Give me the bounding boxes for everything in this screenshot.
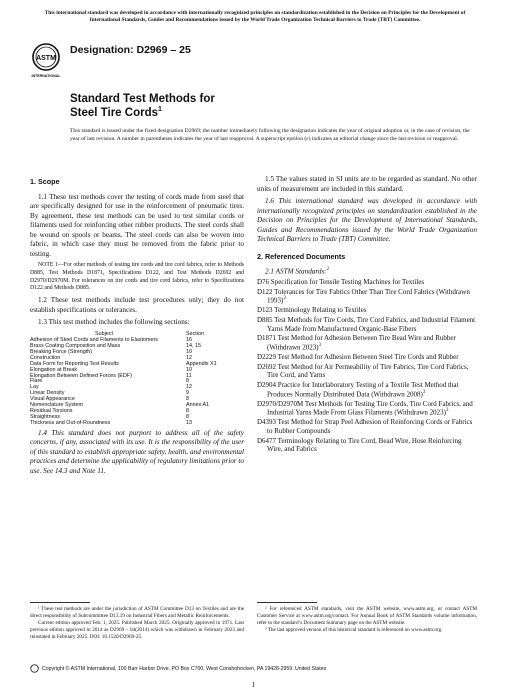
- referenced-document: D122 Tolerances for Tire Fabrics Other Than Tire Cord Fabrics (Withdrawn 1993)$^3$: [257, 287, 470, 305]
- referenced-documents-heading: 2. Referenced Documents: [257, 251, 346, 261]
- section-number: 13: [186, 420, 192, 426]
- referenced-documents-list: [257, 278, 477, 454]
- scope-1-5: 1.5 The values stated in SI units are to be regarded as standard. No other units of measurement are included in this standard.: [257, 175, 477, 193]
- footnote-rule-right: [257, 602, 317, 603]
- scope-1-4: 1.4 This standard does not purport to address all of the safety concerns, if any, associated with its use. It is the responsibility of the user of this standard to establish appropriate safety, health, and environmental practices and determine the applicability of regulatory limitations prior to use. See 14.3 and Note 11.: [30, 428, 244, 475]
- section-number: 10: [186, 348, 192, 355]
- section-number: 8: [186, 396, 189, 403]
- section-subject: Linear Density: [30, 390, 65, 397]
- section-subject: Adhesion of Steel Cords and Filaments to Elastomers: [30, 336, 158, 343]
- referenced-document: D6477 Terminology Relating to Tire Cord, Bead Wire, Hose Reinforcing Wire, and Fabrics: [257, 436, 462, 454]
- sections-table: [30, 331, 244, 427]
- footnote-mark: 3: [422, 389, 426, 395]
- section-number: 12: [186, 354, 192, 361]
- copyright-footer: Copyright © ASTM International, 100 Barr Harbor Drive, PO Box C700, West Conshohocken, PA 19428-2959. United States: [30, 664, 480, 673]
- footnote-mark: 3: [283, 296, 286, 302]
- footnote-mark: 3: [318, 342, 322, 348]
- left-column: [30, 172, 244, 479]
- footnote-mark: 3: [445, 408, 449, 414]
- referenced-document: D76 Specification for Tensile Testing Machines for Textiles: [257, 277, 425, 286]
- referenced-document: D1871 Test Method for Adhesion Between Tire Bead Wire and Rubber (Withdrawn 2023)$^3$: [257, 334, 456, 352]
- tbt-notice: This international standard was developed in accordance with internationally recognized principles on standardization established in the Decision on Principles for the Development of International Standards, Guides and Recommendations issued by the World Trade Organization Technical Barriers to Trade (TBT) Committee.: [44, 10, 466, 23]
- section-number: 8: [186, 378, 189, 385]
- footnote-2-3: ² For referenced ASTM standards, visit the ASTM website, www.astm.org, or contact ASTM Customer Service at www.astm.org/contact. For Annual Book of ASTM Standards volume information, refer to the standard’s Document Summary page on the ASTM website. ³ The last approved version of this historical standard is referenced on www.astm.org.: [257, 606, 477, 634]
- scope-1-2: 1.2 These test methods include test procedures only; they do not establish specifications or tolerances.: [30, 296, 244, 314]
- standard-issue-note: This standard is issued under the fixed designation D2969; the number immediately following the designation indicates the year of original adoption or, in the case of revision, the year of last revision. A number in parentheses indicates the year of last reapproval. A superscript epsilon (ε) indicates an editorial change since the last revision or reapproval.: [70, 128, 470, 142]
- section-subject: Flare: [30, 378, 43, 385]
- astm-logo-icon: [30, 42, 62, 80]
- section-subject: Construction: [30, 354, 61, 361]
- section-subject: Lay: [30, 384, 39, 391]
- title-line-1: Standard Test Methods for: [70, 93, 215, 105]
- page-number: 1: [251, 681, 256, 689]
- footnote-1: ¹ These test methods are under the jurisdiction of ASTM Committee D13 on Textiles and are the direct responsibility of Subcommittee D13.19 on Industrial Fibers and Metallic Reinforcements. Current edition approved Feb. 1, 2025. Published March 2025. Originally approved in 1971. Last previous edition approved in 2014 as D2969 – 04(2014) which was withdrawn in February 2023 and reinstated in February 2025. DOI: 10.1520/D2969-25.: [30, 606, 244, 641]
- section-subject: Visual Appearance: [30, 396, 75, 403]
- referenced-document: D2229 Test Method for Adhesion Between Steel Tire Cords and Rubber: [257, 352, 459, 361]
- section-subject: Nomenclature System: [30, 402, 84, 409]
- referenced-document: D123 Terminology Relating to Textiles: [257, 306, 367, 315]
- section-number: 16: [186, 336, 192, 343]
- logo-subtext: INTERNATIONAL: [31, 74, 61, 78]
- section-number: 8: [186, 414, 189, 421]
- section-subject: Elongation Between Defined Forces (EDF): [30, 372, 132, 379]
- referenced-document: D2970/D2970M Test Methods for Testing Tire Cords, Tire Cord Fabrics, and Industrial Yarns Made From Glass Filaments (Withdrawn 2023)$^3$: [257, 399, 473, 417]
- referenced-document: D2904 Practice for Interlaboratory Testing of a Textile Test Method that Produces Normally Distributed Data (Withdrawn 2008)$^3$: [257, 380, 459, 398]
- referenced-document: D885 Test Methods for Tire Cords, Tire Cord Fabrics, and Industrial Filament Yarns Made from Manufactured Organic-Base Fibers: [257, 315, 476, 333]
- section-number: 11: [186, 372, 192, 379]
- note-1: NOTE 1—For other methods of testing tire cords and tire cord fabrics, refer to Methods D885, Test Methods D1871, Specifications D122, and Test Methods D2692 and D2970/D2970M. For tolerances on tire cords and tire cord fabrics, refer to Specifications D122 and Methods D885.: [30, 262, 244, 292]
- section-subject: Data Form for Reporting Test Results: [30, 360, 119, 367]
- title-footnote-mark: 1: [158, 106, 162, 114]
- logo-text: ASTM: [36, 55, 56, 62]
- astm-standards-subheading: 2.1 ASTM Standards:$^2$: [265, 267, 330, 276]
- subject-header: Subject: [95, 330, 113, 337]
- section-subject: Elongation at Break: [30, 366, 78, 373]
- scope-1-6: 1.6 This international standard was developed in accordance with internationally recognized principles on standardization established in the Decision on Principles for the Development of International Standards, Guides and Recommendations issued by the World Trade Organization Technical Barriers to Trade (TBT) Committee.: [257, 197, 477, 243]
- section-subject: Thickness and Out-of-Roundness: [30, 420, 111, 426]
- referenced-document: D2692 Test Method for Air Permeability of Tire Fabrics, Tire Cord Fabrics, Tire Cord, and Yarns: [257, 362, 469, 380]
- section-subject: Residual Torsions: [30, 408, 73, 415]
- footnote-rule-left: [30, 602, 90, 603]
- section-number: Appendix X1: [186, 360, 217, 367]
- section-subject: Breaking Force (Strength): [30, 348, 93, 355]
- section-number: 14, 15: [186, 342, 201, 349]
- title-line-2: Steel Tire Cords$^1$: [70, 106, 162, 120]
- scope-1-3: 1.3 This test method includes the following sections:: [38, 318, 190, 327]
- section-subject: Straightness: [30, 414, 60, 421]
- section-number: 10: [186, 366, 192, 373]
- referenced-document: D4393 Test Method for Strap Peel Adhesion of Reinforcing Cords or Fabrics to Rubber Compounds: [257, 418, 473, 435]
- scope-heading: 1. Scope: [30, 177, 60, 186]
- section-number: Annex A1: [186, 402, 210, 409]
- designation: Designation: D2969 – 25: [70, 44, 191, 56]
- section-header: Section: [186, 330, 204, 337]
- section-number: 8: [186, 408, 189, 415]
- section-number: 12: [186, 384, 192, 391]
- document-title: [70, 92, 370, 121]
- astm-small-logo-icon: [30, 664, 39, 673]
- scope-1-1: 1.1 These test methods cover the testing of cords made from steel that are specifically designed for use in the reinforcement of pneumatic tires. By agreement, these test methods can be used to test similar cords or filaments used for reinforcing other rubber products. The steel cords shall be wound on spools or beams. The steel cords can also be woven into fabric, in which case they must be removed from the fabric prior to testing.: [30, 192, 244, 258]
- section-number: 9: [186, 390, 189, 397]
- section-subject: Brass Coating Composition and Mass: [30, 342, 121, 349]
- sections-table-row: [30, 421, 244, 427]
- right-column: [257, 175, 477, 455]
